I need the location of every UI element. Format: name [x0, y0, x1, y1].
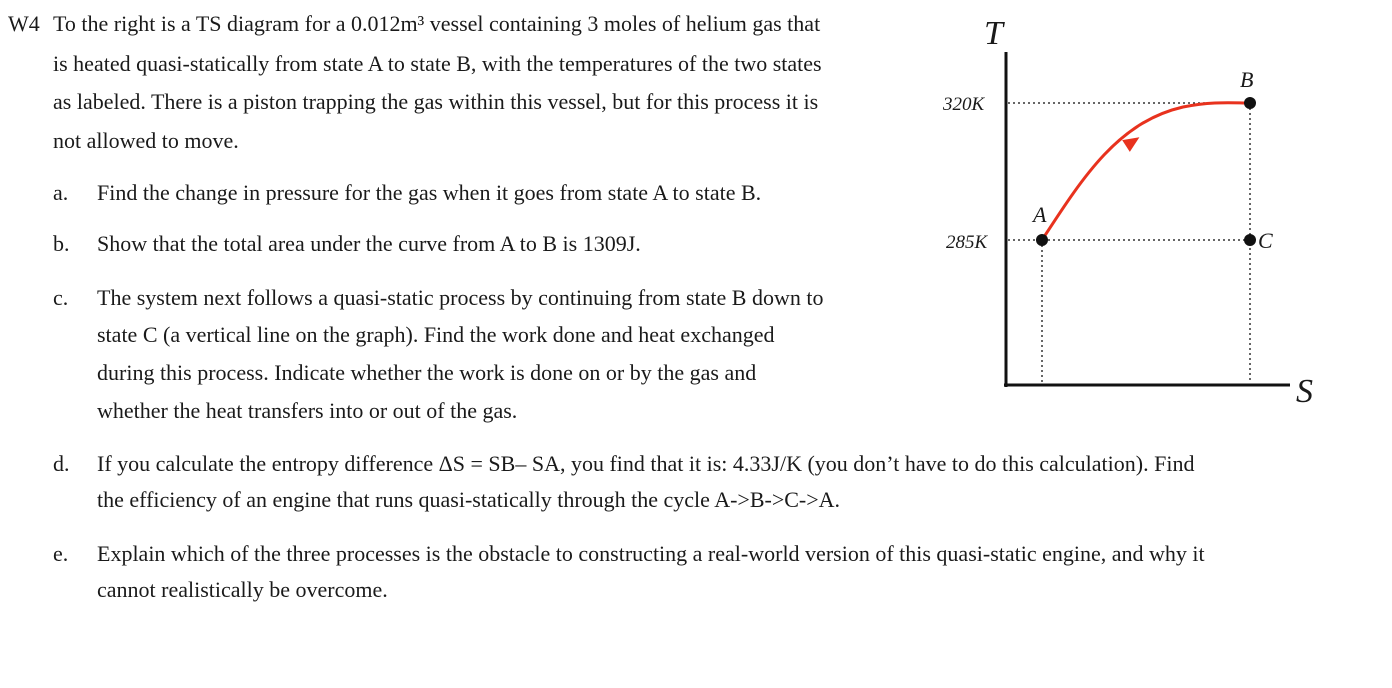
temp-high-label: 320K: [943, 94, 985, 115]
point-b: [1244, 97, 1256, 109]
part-c-label: c.: [53, 285, 69, 310]
part-d-label: d.: [53, 451, 70, 476]
t-axis-label: T: [984, 15, 1003, 52]
part-c-text: state C (a vertical line on the graph). Find the work done and heat exchanged: [97, 322, 775, 347]
point-c-label: C: [1258, 228, 1273, 253]
point-a-label: A: [1033, 202, 1047, 227]
intro-line: is heated quasi-statically from state A to state B, with the temperatures of the two states: [53, 51, 822, 76]
part-c-text: whether the heat transfers into or out of the gas.: [97, 398, 518, 423]
problem-number: W4: [8, 11, 40, 36]
point-b-label: B: [1240, 67, 1254, 92]
intro-line: as labeled. There is a piston trapping the gas within this vessel, but for this process it is: [53, 89, 819, 114]
part-d-text: the efficiency of an engine that runs quasi-statically through the cycle A->B->C->A.: [97, 487, 841, 512]
process-curve-ab: [1042, 103, 1250, 240]
part-b-label: b.: [53, 231, 70, 256]
part-c-text: The system next follows a quasi-static process by continuing from state B down to: [97, 285, 824, 310]
ts-diagram: [938, 12, 1338, 412]
part-a-label: a.: [53, 180, 69, 205]
intro-line: not allowed to move.: [53, 128, 239, 153]
part-e-label: e.: [53, 541, 69, 566]
point-c: [1244, 234, 1256, 246]
temp-low-label: 285K: [946, 232, 988, 253]
part-d-text: If you calculate the entropy difference ΔS = SB– SA, you find that it is: 4.33J/K (you don’t have to do this calculation). Find: [97, 451, 1195, 476]
s-axis-label: S: [1296, 373, 1313, 410]
part-e-text: Explain which of the three processes is the obstacle to constructing a real-world version of this quasi-static engine, and why it: [97, 541, 1205, 566]
part-a-text: Find the change in pressure for the gas when it goes from state A to state B.: [97, 180, 762, 205]
part-e-text: cannot realistically be overcome.: [97, 577, 388, 602]
part-b-text: Show that the total area under the curve from A to B is 1309J.: [97, 231, 641, 256]
point-a: [1036, 234, 1048, 246]
intro-line: To the right is a TS diagram for a 0.012m³ vessel containing 3 moles of helium gas that: [53, 11, 821, 36]
part-c-text: during this process. Indicate whether the work is done on or by the gas and: [97, 360, 757, 385]
